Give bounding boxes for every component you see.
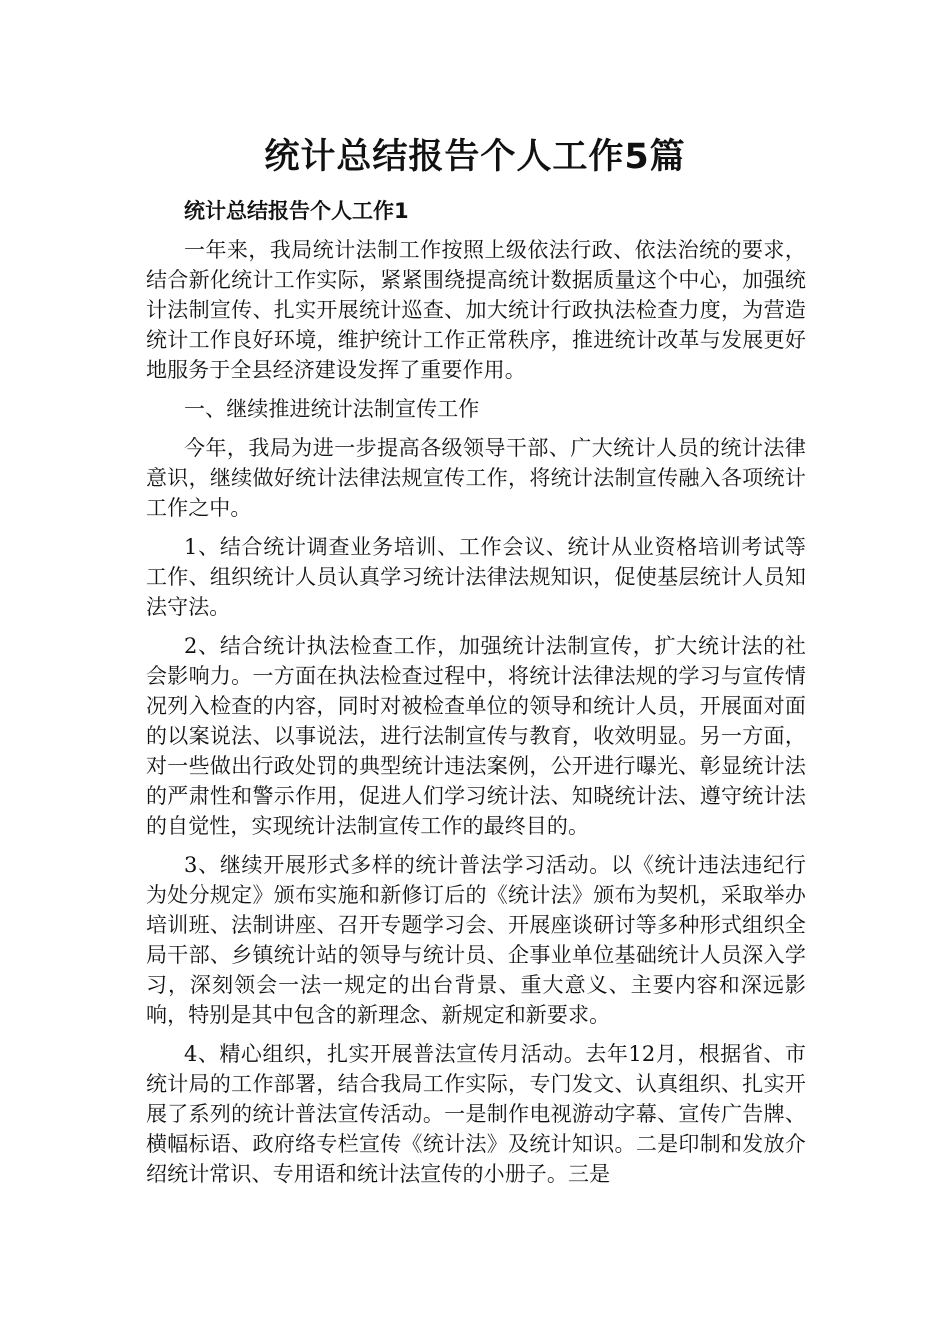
list-item-3: 3、继续开展形式多样的统计普法学习活动。以《统计违法违纪行为处分规定》颁布实施和新修订后的《统计法》颁布为契机，采取举办培训班、法制讲座、召开专题学习会、开展座谈研讨等多种形式组织全局干部、乡镇统计站的领导与统计员、企事业单位基础统计人员深入学习，深刻领会一法一规定的出台背景、重大意义、主要内容和深远影响，特别是其中包含的新理念、新规定和新要求。 <box>146 853 806 1027</box>
list-item-1: 1、结合统计调查业务培训、工作会议、统计从业资格培训考试等工作、组织统计人员认真学习统计法律法规知识，促使基层统计人员知法守法。 <box>146 535 806 619</box>
list-item-4: 4、精心组织，扎实开展普法宣传月活动。去年12月，根据省、市统计局的工作部署，结合我局工作实际，专门发文、认真组织、扎实开展了系列的统计普法宣传活动。一是制作电视游动字幕、宣传广告牌、横幅标语、政府络专栏宣传《统计法》及统计知识。二是印制和发放介绍统计常识、专用语和统计法宣传的小册子。三是 <box>146 1042 806 1186</box>
list-item-2: 2、结合统计执法检查工作，加强统计法制宣传，扩大统计法的社会影响力。一方面在执法检查过程中，将统计法律法规的学习与宣传情况列入检查的内容，同时对被检查单位的领导和统计人员，开展面对面的以案说法、以事说法，进行法制宣传与教育，收效明显。另一方面，对一些做出行政处罚的典型统计违法案例，公开进行曝光、彰显统计法的严肃性和警示作用，促进人们学习统计法、知晓统计法、遵守统计法的自觉性，实现统计法制宣传工作的最终目的。 <box>146 634 806 838</box>
paragraph-intro: 一年来，我局统计法制工作按照上级依法行政、依法治统的要求，结合新化统计工作实际，紧紧围绕提高统计数据质量这个中心，加强统计法制宣传、扎实开展统计巡查、加大统计行政执法检查力度，为营造统计工作良好环境，维护统计工作正常秩序，推进统计改革与发展更好地服务于全县经济建设发挥了重要作用。 <box>146 238 806 382</box>
document-title: 统计总结报告个人工作5篇 <box>264 137 686 177</box>
document-body <box>146 196 806 1198</box>
paragraph-heading-1: 一、继续推进统计法制宣传工作 <box>184 397 480 421</box>
section-heading: 统计总结报告个人工作1 <box>184 199 409 223</box>
paragraph: 今年，我局为进一步提高各级领导干部、广大统计人员的统计法律意识，继续做好统计法律法规宣传工作，将统计法制宣传融入各项统计工作之中。 <box>146 436 806 520</box>
